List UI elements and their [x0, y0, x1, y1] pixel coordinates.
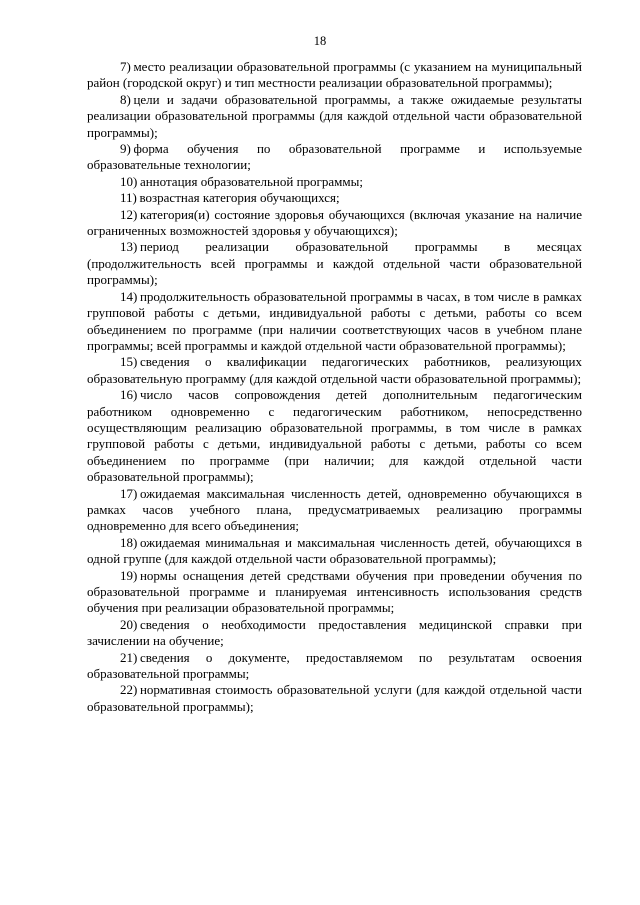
item-number: 15) [120, 354, 138, 370]
item-text: ожидаемая минимальная и максимальная численность детей, обучающихся в одной группе (для каждой отдельной части образовательной программы); [87, 534, 582, 567]
item-text: нормативная стоимость образовательной услуги (для каждой отдельной части образовательной программы); [87, 682, 582, 714]
list-item-13 [87, 239, 582, 288]
item-text: нормы оснащения детей средствами обучения при проведении обучения по образовательной программе и планируемая интенсивность использования средств обучения при реализации образовательной программы; [87, 567, 582, 616]
list-body [87, 59, 582, 715]
item-text: цели и задачи образовательной программы, а также ожидаемые результаты реализации образовательной программы (для каждой отдельной части образовательной программы); [87, 91, 582, 140]
list-item-18 [87, 535, 582, 568]
list-item-15 [87, 354, 582, 387]
list-item-21 [87, 650, 582, 683]
list-item-17 [87, 486, 582, 535]
item-number: 16) [120, 387, 138, 403]
page-number: 18 [313, 34, 327, 48]
item-number: 10) [120, 173, 138, 189]
list-item-9 [87, 141, 582, 174]
item-text: сведения о квалификации педагогических работников, реализующих образовательную программу (для каждой отдельной части образовательной программы); [87, 354, 582, 386]
item-number: 18) [120, 534, 138, 550]
item-text: продолжительность образовательной программы в часах, в том числе в рамках групповой работы с детьми, индивидуальной работы с детьми, работы со всем объединением по программе (при наличии соответствующих часов в учебном плане программы; всей программы и каждой отдельной части образовательной программы); [87, 288, 582, 353]
item-text: ожидаемая максимальная численность детей, одновременно обучающихся в рамках часов учебного плана, предусматриваемых реализацию программы одновременно для всего объединения; [87, 485, 582, 534]
item-text: форма обучения по образовательной программе и используемые образовательные технологии; [87, 141, 582, 173]
list-item-7 [87, 59, 582, 92]
list-item-10 [87, 174, 582, 190]
list-item-12 [87, 207, 582, 240]
item-number: 8) [120, 91, 131, 107]
list-item-11 [87, 190, 582, 206]
list-item-22 [87, 682, 582, 715]
list-item-19 [87, 568, 582, 617]
item-number: 13) [120, 239, 138, 255]
item-number: 17) [120, 485, 138, 501]
item-text: возрастная категория обучающихся; [139, 190, 340, 206]
item-number: 20) [120, 616, 138, 632]
item-text: число часов сопровождения детей дополнительным педагогическим работником одновременно с педагогическим работником, непосредственно осуществляющим реализацию образовательной программы, в том числе в рамках групповой работы с детьми, индивидуальной работы с детьми, работы со всем объединением по программе (при наличии; для каждой отдельной части образовательной программы); [87, 387, 582, 485]
item-number: 21) [120, 649, 138, 665]
item-number: 7) [120, 59, 131, 74]
item-number: 22) [120, 682, 138, 698]
item-number: 19) [120, 567, 138, 583]
list-item-20 [87, 617, 582, 650]
list-item-16 [87, 387, 582, 485]
item-number: 9) [120, 141, 131, 157]
item-number: 12) [120, 206, 138, 222]
item-number: 14) [120, 288, 138, 304]
item-text: сведения о необходимости предоставления медицинской справки при зачислении на обучение; [87, 616, 582, 649]
list-item-14 [87, 289, 582, 355]
item-text: аннотация образовательной программы; [139, 173, 363, 189]
item-number: 11) [120, 190, 137, 206]
item-text: место реализации образовательной программы (с указанием на муниципальный район (городской округ) и тип местности реализации образовательной программы); [87, 59, 582, 91]
item-text: категория(и) состояние здоровья обучающихся (включая указание на наличие ограниченных возможностей здоровья у обучающихся); [87, 206, 582, 239]
list-item-8 [87, 92, 582, 141]
item-text: сведения о документе, предоставляемом по результатам освоения образовательной программы; [87, 649, 582, 682]
item-text: период реализации образовательной программы в месяцах (продолжительность всей программы и каждой отдельной части образовательной программы); [87, 239, 582, 288]
